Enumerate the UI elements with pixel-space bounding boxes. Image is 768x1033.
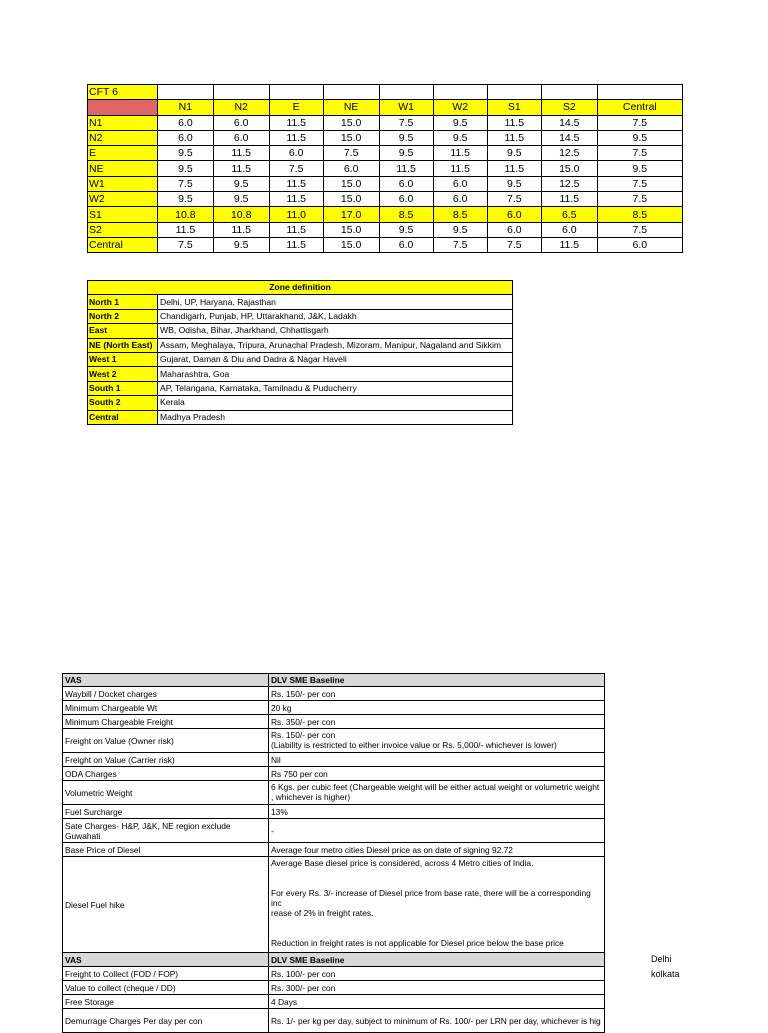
vas-value: DLV SME Baseline xyxy=(269,953,605,967)
rate-cell: 9.5 xyxy=(433,130,487,145)
zone-name: North 2 xyxy=(88,309,158,323)
rate-cell: 11.5 xyxy=(269,176,323,191)
rate-cell: 11.5 xyxy=(487,130,541,145)
rate-cell: 6.0 xyxy=(487,207,541,222)
column-header: S2 xyxy=(541,100,597,115)
rate-cell: 9.5 xyxy=(158,146,214,161)
vas-header-row xyxy=(63,674,605,687)
rate-cell: 7.5 xyxy=(433,237,487,252)
zone-row xyxy=(88,396,513,410)
vas-key: Demurrage Charges Per day per con xyxy=(63,1009,269,1033)
rate-cell: 7.5 xyxy=(269,161,323,176)
rate-cell: 8.5 xyxy=(433,207,487,222)
vas-key: Volumetric Weight xyxy=(63,781,269,805)
rate-cell: 8.5 xyxy=(597,207,682,222)
column-header: W2 xyxy=(433,100,487,115)
empty-cell xyxy=(158,85,214,100)
rate-cell: 6.0 xyxy=(379,237,433,252)
rate-row xyxy=(88,237,683,252)
vas-header-row xyxy=(63,953,605,967)
zone-row xyxy=(88,324,513,338)
column-header: W1 xyxy=(379,100,433,115)
rate-cell: 6.0 xyxy=(379,192,433,207)
rate-cell: 7.5 xyxy=(597,115,682,130)
rate-cell: 12.5 xyxy=(541,146,597,161)
vas-value: 6 Kgs. per cubic feet (Chargeable weight will be either actual weight or volumetric weight , whichever is higher) xyxy=(269,781,605,805)
rate-cell: 11.5 xyxy=(379,161,433,176)
row-header: Central xyxy=(88,237,158,252)
rate-cell: 6.0 xyxy=(541,222,597,237)
vas-key: Freight on Value (Carrier risk) xyxy=(63,753,269,767)
zone-name: South 2 xyxy=(88,396,158,410)
rate-cell: 9.5 xyxy=(213,237,269,252)
rate-cell: 6.0 xyxy=(487,222,541,237)
empty-cell xyxy=(597,85,682,100)
rate-cell: 9.5 xyxy=(597,130,682,145)
empty-cell xyxy=(379,85,433,100)
vas-value: Rs. 300/- per con xyxy=(269,981,605,995)
rate-cell: 9.5 xyxy=(379,222,433,237)
rate-cell: 7.5 xyxy=(597,222,682,237)
rate-cell: 15.0 xyxy=(323,192,379,207)
empty-cell xyxy=(487,85,541,100)
vas-key: ODA Charges xyxy=(63,767,269,781)
rate-cell: 11.5 xyxy=(269,115,323,130)
rate-cell: 15.0 xyxy=(541,161,597,176)
rate-row xyxy=(88,161,683,176)
vas-key: Base Price of Diesel xyxy=(63,843,269,857)
rate-cell: 9.5 xyxy=(379,130,433,145)
rate-cell: 9.5 xyxy=(487,176,541,191)
vas-value: 13% xyxy=(269,805,605,819)
vas-value: 4 Days xyxy=(269,995,605,1009)
corner-cell xyxy=(88,100,158,115)
vas-key: Minimum Chargeable Freight xyxy=(63,715,269,729)
vas-row xyxy=(63,843,605,857)
vas-value: Rs. 1/- per kg per day, subject to minimum of Rs. 100/- per LRN per day, whichever is hig xyxy=(269,1009,605,1033)
row-header: N2 xyxy=(88,130,158,145)
rate-cell: 6.0 xyxy=(158,130,214,145)
empty-cell xyxy=(323,85,379,100)
vas-row xyxy=(63,967,605,981)
rate-cell: 7.5 xyxy=(323,146,379,161)
empty-cell xyxy=(269,85,323,100)
rate-cell: 9.5 xyxy=(158,161,214,176)
zone-states: WB, Odisha, Bihar, Jharkhand, Chhattisgarh xyxy=(158,324,513,338)
vas-row xyxy=(63,857,605,953)
rate-cell: 11.5 xyxy=(269,130,323,145)
zone-row xyxy=(88,352,513,366)
empty-cell xyxy=(433,85,487,100)
vas-value: Rs. 150/- per con (Liability is restricted to either invoice value or Rs. 5,000/- whichever is lower) xyxy=(269,729,605,753)
rate-cell: 11.5 xyxy=(213,146,269,161)
rate-cell: 11.5 xyxy=(433,161,487,176)
rate-cell: 6.5 xyxy=(541,207,597,222)
rate-row xyxy=(88,130,683,145)
vas-key: Fuel Surcharge xyxy=(63,805,269,819)
zone-states: AP, Telangana, Karnataka, Tamilnadu & Puducherry xyxy=(158,381,513,395)
zone-name: Central xyxy=(88,410,158,424)
vas-value: Rs. 350/- per con xyxy=(269,715,605,729)
rate-cell: 9.5 xyxy=(433,222,487,237)
row-header: NE xyxy=(88,161,158,176)
rate-cell: 11.5 xyxy=(541,237,597,252)
rate-cell: 9.5 xyxy=(213,176,269,191)
rate-cell: 7.5 xyxy=(597,176,682,191)
zone-definition-table xyxy=(87,280,513,425)
vas-row xyxy=(63,981,605,995)
rate-cell: 11.5 xyxy=(487,115,541,130)
rate-cell: 11.5 xyxy=(541,192,597,207)
rate-header-row xyxy=(88,100,683,115)
rate-cell: 14.5 xyxy=(541,130,597,145)
rate-cell: 11.5 xyxy=(433,146,487,161)
vas-key: Freight to Collect (FOD / FOP) xyxy=(63,967,269,981)
zone-definition-header: Zone definition xyxy=(88,281,513,295)
rate-row xyxy=(88,222,683,237)
rate-cell: 11.0 xyxy=(269,207,323,222)
zone-row xyxy=(88,309,513,323)
zone-states: Gujarat, Daman & Diu and Dadra & Nagar Haveli xyxy=(158,352,513,366)
vas-table xyxy=(62,673,605,1033)
rate-cell: 15.0 xyxy=(323,176,379,191)
rate-cell: 9.5 xyxy=(379,146,433,161)
side-note-kolkata: kolkata xyxy=(651,969,680,979)
rate-cell: 7.5 xyxy=(597,146,682,161)
rate-cell: 11.5 xyxy=(158,222,214,237)
column-header: N1 xyxy=(158,100,214,115)
zone-header-row xyxy=(88,281,513,295)
rate-cell: 11.5 xyxy=(487,161,541,176)
rate-cell: 11.5 xyxy=(269,222,323,237)
rate-cell: 10.8 xyxy=(213,207,269,222)
zone-name: West 2 xyxy=(88,367,158,381)
rate-cell: 6.0 xyxy=(213,115,269,130)
vas-key: Sate Charges- H&P, J&K, NE region exclude Guwahati xyxy=(63,819,269,843)
rate-cell: 11.5 xyxy=(269,237,323,252)
zone-states: Chandigarh, Punjab, HP, Uttarakhand, J&K, Ladakh xyxy=(158,309,513,323)
zone-name: North 1 xyxy=(88,295,158,309)
vas-row xyxy=(63,1009,605,1033)
rate-matrix-table xyxy=(87,84,683,253)
rate-row xyxy=(88,146,683,161)
rate-cell: 6.0 xyxy=(433,176,487,191)
rate-cell: 7.5 xyxy=(487,237,541,252)
rate-cell: 6.0 xyxy=(158,115,214,130)
vas-key: Minimum Chargeable Wt xyxy=(63,701,269,715)
rate-cell: 14.5 xyxy=(541,115,597,130)
zone-states: Maharashtra, Goa xyxy=(158,367,513,381)
column-header: S1 xyxy=(487,100,541,115)
column-header: Central xyxy=(597,100,682,115)
empty-cell xyxy=(213,85,269,100)
vas-value: Rs. 150/- per con xyxy=(269,687,605,701)
vas-value: 20 kg xyxy=(269,701,605,715)
vas-value: Rs. 100/- per con xyxy=(269,967,605,981)
rate-cell: 6.0 xyxy=(433,192,487,207)
rate-title-row xyxy=(88,85,683,100)
rate-cell: 9.5 xyxy=(487,146,541,161)
zone-row xyxy=(88,295,513,309)
zone-name: West 1 xyxy=(88,352,158,366)
rate-table-title: CFT 6 xyxy=(88,85,158,100)
row-header: W1 xyxy=(88,176,158,191)
rate-cell: 6.0 xyxy=(213,130,269,145)
row-header: W2 xyxy=(88,192,158,207)
vas-key: VAS xyxy=(63,674,269,687)
vas-row xyxy=(63,715,605,729)
row-header: S1 xyxy=(88,207,158,222)
vas-row xyxy=(63,753,605,767)
zone-name: NE (North East) xyxy=(88,338,158,352)
rate-cell: 15.0 xyxy=(323,237,379,252)
zone-states: Madhya Pradesh xyxy=(158,410,513,424)
rate-cell: 11.5 xyxy=(213,222,269,237)
rate-cell: 9.5 xyxy=(433,115,487,130)
vas-row xyxy=(63,701,605,715)
rate-cell: 15.0 xyxy=(323,222,379,237)
vas-value: Average Base diesel price is considered, across 4 Metro cities of India. For every Rs. 3/- increase of Diesel price from base rate, there will be a corresponding inc rease of 2% in freight rates. Reduction in freight rates is not applicable for Diesel price below the base price xyxy=(269,857,605,953)
zone-name: East xyxy=(88,324,158,338)
rate-cell: 10.8 xyxy=(158,207,214,222)
rate-cell: 7.5 xyxy=(158,237,214,252)
vas-value: Nil xyxy=(269,753,605,767)
zone-name: South 1 xyxy=(88,381,158,395)
rate-cell: 9.5 xyxy=(213,192,269,207)
vas-key: Diesel Fuel hike xyxy=(63,857,269,953)
vas-value: Average four metro cities Diesel price as on date of signing 92.72 xyxy=(269,843,605,857)
rate-cell: 7.5 xyxy=(597,192,682,207)
side-note-delhi: Delhi xyxy=(651,954,672,964)
vas-value: DLV SME Baseline xyxy=(269,674,605,687)
vas-key: VAS xyxy=(63,953,269,967)
rate-cell: 15.0 xyxy=(323,115,379,130)
vas-row xyxy=(63,819,605,843)
rate-cell: 6.0 xyxy=(597,237,682,252)
rate-cell: 9.5 xyxy=(158,192,214,207)
row-header: N1 xyxy=(88,115,158,130)
rate-cell: 6.0 xyxy=(379,176,433,191)
rate-cell: 17.0 xyxy=(323,207,379,222)
rate-cell: 8.5 xyxy=(379,207,433,222)
rate-cell: 6.0 xyxy=(269,146,323,161)
empty-cell xyxy=(541,85,597,100)
rate-row xyxy=(88,192,683,207)
rate-row xyxy=(88,176,683,191)
vas-row xyxy=(63,995,605,1009)
vas-row xyxy=(63,767,605,781)
vas-value: - xyxy=(269,819,605,843)
vas-row xyxy=(63,781,605,805)
row-header: E xyxy=(88,146,158,161)
rate-cell: 15.0 xyxy=(323,130,379,145)
rate-row xyxy=(88,207,683,222)
zone-row xyxy=(88,367,513,381)
vas-key: Value to collect (cheque / DD) xyxy=(63,981,269,995)
rate-cell: 9.5 xyxy=(597,161,682,176)
vas-row xyxy=(63,687,605,701)
vas-key: Freight on Value (Owner risk) xyxy=(63,729,269,753)
column-header: E xyxy=(269,100,323,115)
column-header: NE xyxy=(323,100,379,115)
vas-row xyxy=(63,729,605,753)
rate-cell: 12.5 xyxy=(541,176,597,191)
vas-key: Waybill / Docket charges xyxy=(63,687,269,701)
vas-key: Free Storage xyxy=(63,995,269,1009)
zone-states: Delhi, UP, Haryana, Rajasthan xyxy=(158,295,513,309)
vas-value: Rs 750 per con xyxy=(269,767,605,781)
zone-row xyxy=(88,381,513,395)
rate-cell: 7.5 xyxy=(158,176,214,191)
vas-row xyxy=(63,805,605,819)
column-header: N2 xyxy=(213,100,269,115)
rate-cell: 11.5 xyxy=(213,161,269,176)
rate-cell: 6.0 xyxy=(323,161,379,176)
row-header: S2 xyxy=(88,222,158,237)
zone-row xyxy=(88,410,513,424)
rate-cell: 7.5 xyxy=(487,192,541,207)
rate-cell: 7.5 xyxy=(379,115,433,130)
rate-cell: 11.5 xyxy=(269,192,323,207)
zone-states: Kerala xyxy=(158,396,513,410)
rate-row xyxy=(88,115,683,130)
zone-row xyxy=(88,338,513,352)
zone-states: Assam, Meghalaya, Tripura, Arunachal Pradesh, Mizoram, Manipur, Nagaland and Sikkim xyxy=(158,338,513,352)
